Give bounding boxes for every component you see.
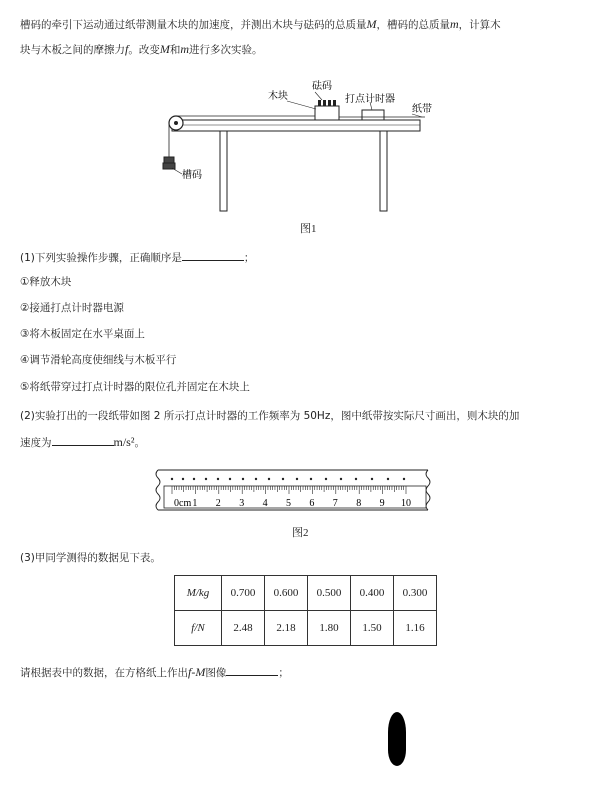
intro-line-2 [20, 42, 263, 57]
table-row [175, 611, 437, 646]
answer-blank[interactable] [52, 434, 114, 446]
symbol-m: m [450, 17, 459, 31]
label-timer: 打点计时器 [345, 94, 395, 105]
intro-text: 。改变 [128, 44, 160, 56]
q1-step-2: ②接通打点计时器电源 [20, 302, 124, 314]
q1-step-5: ⑤将纸带穿过打点计时器的限位孔并固定在木块上 [20, 381, 250, 393]
table-cell: 2.18 [265, 611, 308, 646]
answer-blank[interactable] [226, 664, 278, 676]
intro-text: 槽码的牵引下运动通过纸带测量木块的加速度，并测出木块与砝码的总质量 [20, 19, 367, 31]
table-cell: 0.300 [394, 576, 437, 611]
table-cell: 0.400 [351, 576, 394, 611]
row-header-mass: M/kg [175, 576, 222, 611]
table-leg [380, 131, 387, 211]
label-block: 木块 [268, 91, 288, 102]
q1-prompt: (1)下列实验操作步骤，正确顺序是 [20, 252, 182, 264]
q1-step-3: ③将木板固定在水平桌面上 [20, 328, 145, 340]
q1-step-1: ①释放木块 [20, 276, 72, 288]
wooden-block [315, 106, 339, 120]
table-cell: 2.48 [222, 611, 265, 646]
intro-text: 和 [169, 44, 181, 56]
q3-text: 图像 [205, 667, 227, 679]
table-cell: 1.80 [308, 611, 351, 646]
ruler-number: 1 [192, 498, 198, 509]
answer-blank[interactable] [182, 249, 244, 261]
ruler-number: 4 [262, 498, 268, 509]
table-leg [220, 131, 227, 211]
intro-line-1 [20, 17, 501, 32]
ruler-number: 7 [332, 498, 338, 509]
q2-unit: m/s² [113, 435, 135, 449]
q2-line-2 [20, 434, 145, 450]
q3-text: 请根据表中的数据，在方格纸上作出 [20, 667, 188, 679]
ruler-number: 9 [379, 498, 385, 509]
intro-text: ，计算木 [458, 19, 501, 31]
ruler-number: 8 [356, 498, 362, 509]
table-row [175, 576, 437, 611]
q3-instruction [20, 664, 289, 680]
ink-mark [388, 712, 406, 766]
table-cell: 1.50 [351, 611, 394, 646]
data-table [174, 575, 437, 646]
figure2-caption: 图2 [292, 527, 309, 539]
ruler-number: 10 [401, 498, 411, 509]
q3-intro: (3)甲同学测得的数据见下表。 [20, 552, 161, 564]
label-tape: 纸带 [412, 104, 432, 115]
symbol-f-M: f-M [188, 665, 206, 679]
symbol-M: M [159, 42, 170, 56]
intro-text: ，槽码的总质量 [376, 19, 450, 31]
q2-text: 速度为 [20, 437, 52, 449]
table-cell: 1.16 [394, 611, 437, 646]
symbol-M: M [366, 17, 377, 31]
timer [362, 110, 384, 120]
label-hanging-weight: 槽码 [182, 170, 202, 181]
figure1-apparatus [150, 62, 450, 237]
table-cell: 0.500 [308, 576, 351, 611]
tape-dots [171, 478, 405, 480]
q3-end: ； [278, 667, 289, 679]
q2-end: 。 [134, 437, 145, 449]
figure1-caption: 图1 [300, 223, 317, 235]
ruler-number: 6 [309, 498, 315, 509]
intro-text: 块与木板之间的摩擦力 [20, 44, 125, 56]
ruler-number: 2 [215, 498, 221, 509]
q2-line-1: (2)实验打出的一段纸带如图 2 所示打点计时器的工作频率为 50Hz，图中纸带按实际尺寸画出，则木块的加 [20, 410, 520, 422]
figure2-tape-ruler [150, 466, 435, 522]
ruler-number: 3 [239, 498, 245, 509]
symbol-f: f [125, 42, 129, 56]
ruler [164, 486, 426, 508]
intro-text: 进行多次实验。 [189, 44, 263, 56]
table-cell: 0.600 [265, 576, 308, 611]
ruler-number: 5 [286, 498, 291, 509]
q1-end: ； [243, 252, 255, 264]
row-header-friction: f/N [175, 611, 222, 646]
q1-step-4: ④调节滑轮高度使细线与木板平行 [20, 354, 177, 366]
hanging-weight [164, 157, 174, 163]
q1-prompt-line [20, 249, 254, 265]
table-cell: 0.700 [222, 576, 265, 611]
board [172, 120, 420, 131]
label-weights: 砝码 [312, 81, 332, 92]
weights [318, 100, 336, 106]
symbol-m: m [180, 42, 190, 56]
ruler-label-0: 0cm [174, 498, 192, 509]
